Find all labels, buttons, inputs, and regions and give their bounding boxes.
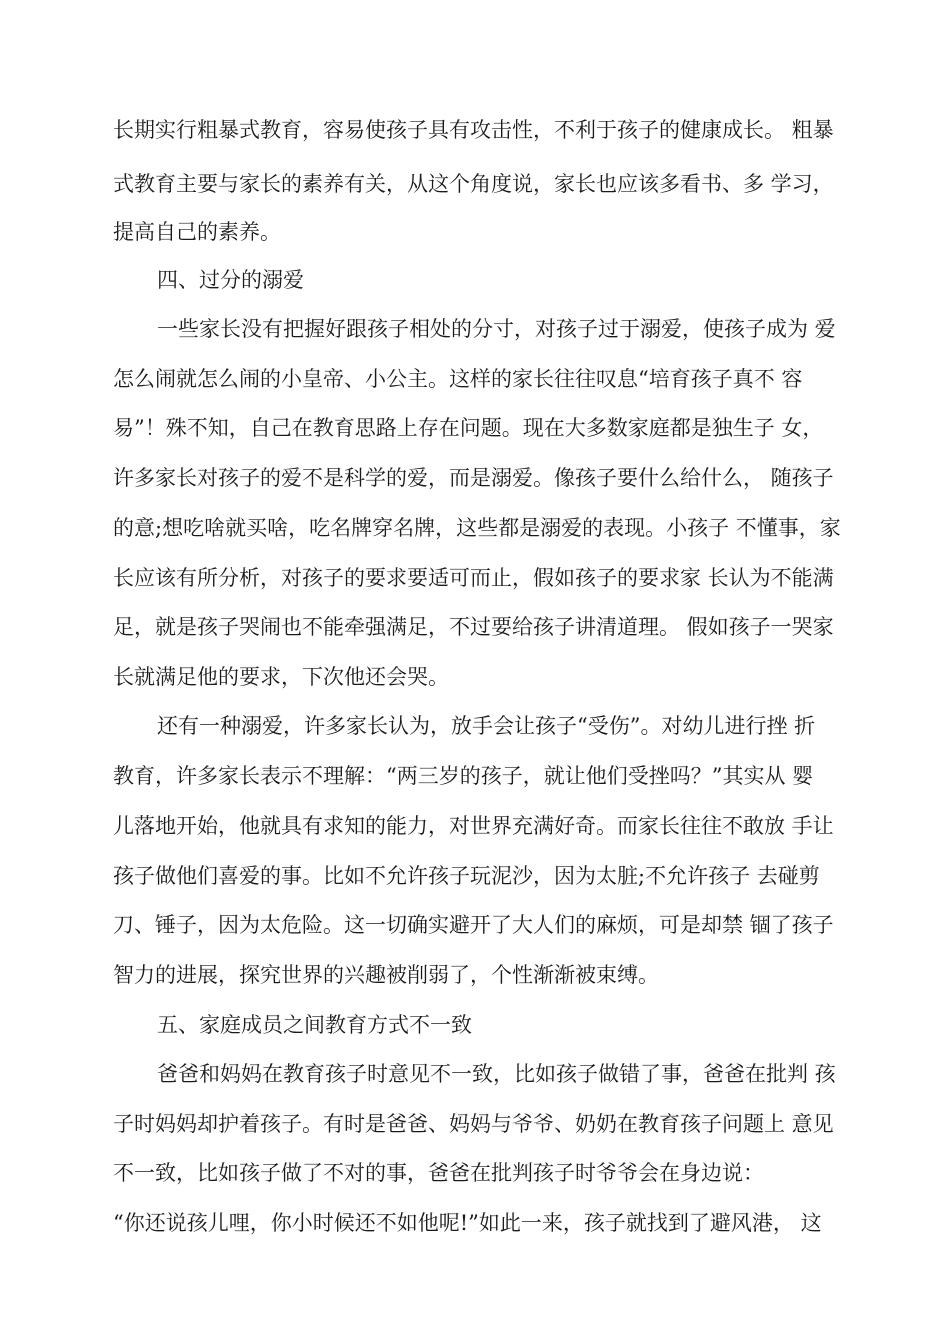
text-line: 子时妈妈却护着孩子。有时是爸爸、妈妈与爷爷、奶奶在教育孩子问题上 意见: [113, 1112, 834, 1136]
text-line: 智力的进展，探究世界的兴趣被削弱了，个性渐渐被束缚。: [113, 963, 659, 987]
text-line: 还有一种溺爱，许多家长认为，放手会让孩子“受伤”。对幼儿进行挫 折: [157, 714, 816, 738]
text-line: 不一致，比如孩子做了不对的事，爸爸在批判孩子时爷爷会在身边说：: [113, 1161, 764, 1185]
text-line: 一些家长没有把握好跟孩子相处的分寸，对孩子过于溺爱，使孩子成为 爱: [157, 317, 836, 341]
text-line: 长应该有所分析，对孩子的要求要适可而止，假如孩子的要求家 长认为不能满: [113, 566, 834, 590]
text-line: 孩子做他们喜爱的事。比如不允许孩子玩泥沙，因为太脏;不允许孩子 去碰剪: [113, 864, 820, 888]
text-line: 爸爸和妈妈在教育孩子时意见不一致，比如孩子做错了事，爸爸在批判 孩: [157, 1062, 836, 1086]
text-line: 教育，许多家长表示不理解：“两三岁的孩子，就让他们受挫吗？”其实从 婴: [113, 764, 814, 788]
text-line: 儿落地开始，他就具有求知的能力，对世界充满好奇。而家长往往不敢放 手让: [113, 814, 834, 838]
text-line: 长就满足他的要求，下次他还会哭。: [113, 665, 449, 689]
text-line: 许多家长对孩子的爱不是科学的爱，而是溺爱。像孩子要什么给什么， 随孩子: [113, 466, 834, 490]
text-line: 式教育主要与家长的素养有关，从这个角度说，家长也应该多看书、多 学习，: [113, 172, 834, 196]
text-line: 足，就是孩子哭闹也不能牵强满足，不过要给孩子讲清道理。 假如孩子一哭家: [113, 615, 834, 639]
text-line: “你还说孩儿哩，你小时候还不如他呢!”如此一来，孩子就找到了避风港， 这: [113, 1211, 822, 1235]
text-line: 提高自己的素养。: [113, 220, 281, 244]
text-line: 刀、锤子，因为太危险。这一切确实避开了大人们的麻烦，可是却禁 锢了孩子: [113, 913, 834, 937]
text-line: 长期实行粗暴式教育，容易使孩子具有攻击性，不利于孩子的健康成长。 粗暴: [113, 118, 834, 142]
text-line: 怎么闹就怎么闹的小皇帝、小公主。这样的家长往往叹息“培育孩子真不 容: [113, 367, 803, 391]
text-line: 易”！殊不知，自己在教育思路上存在问题。现在大多数家庭都是独生子 女，: [113, 416, 824, 440]
text-line: 的意;想吃啥就买啥，吃名牌穿名牌，这些都是溺爱的表现。小孩子 不懂事，家: [113, 516, 841, 540]
section-heading: 五、家庭成员之间教育方式不一致: [157, 1013, 472, 1037]
section-heading: 四、过分的溺爱: [157, 268, 304, 292]
